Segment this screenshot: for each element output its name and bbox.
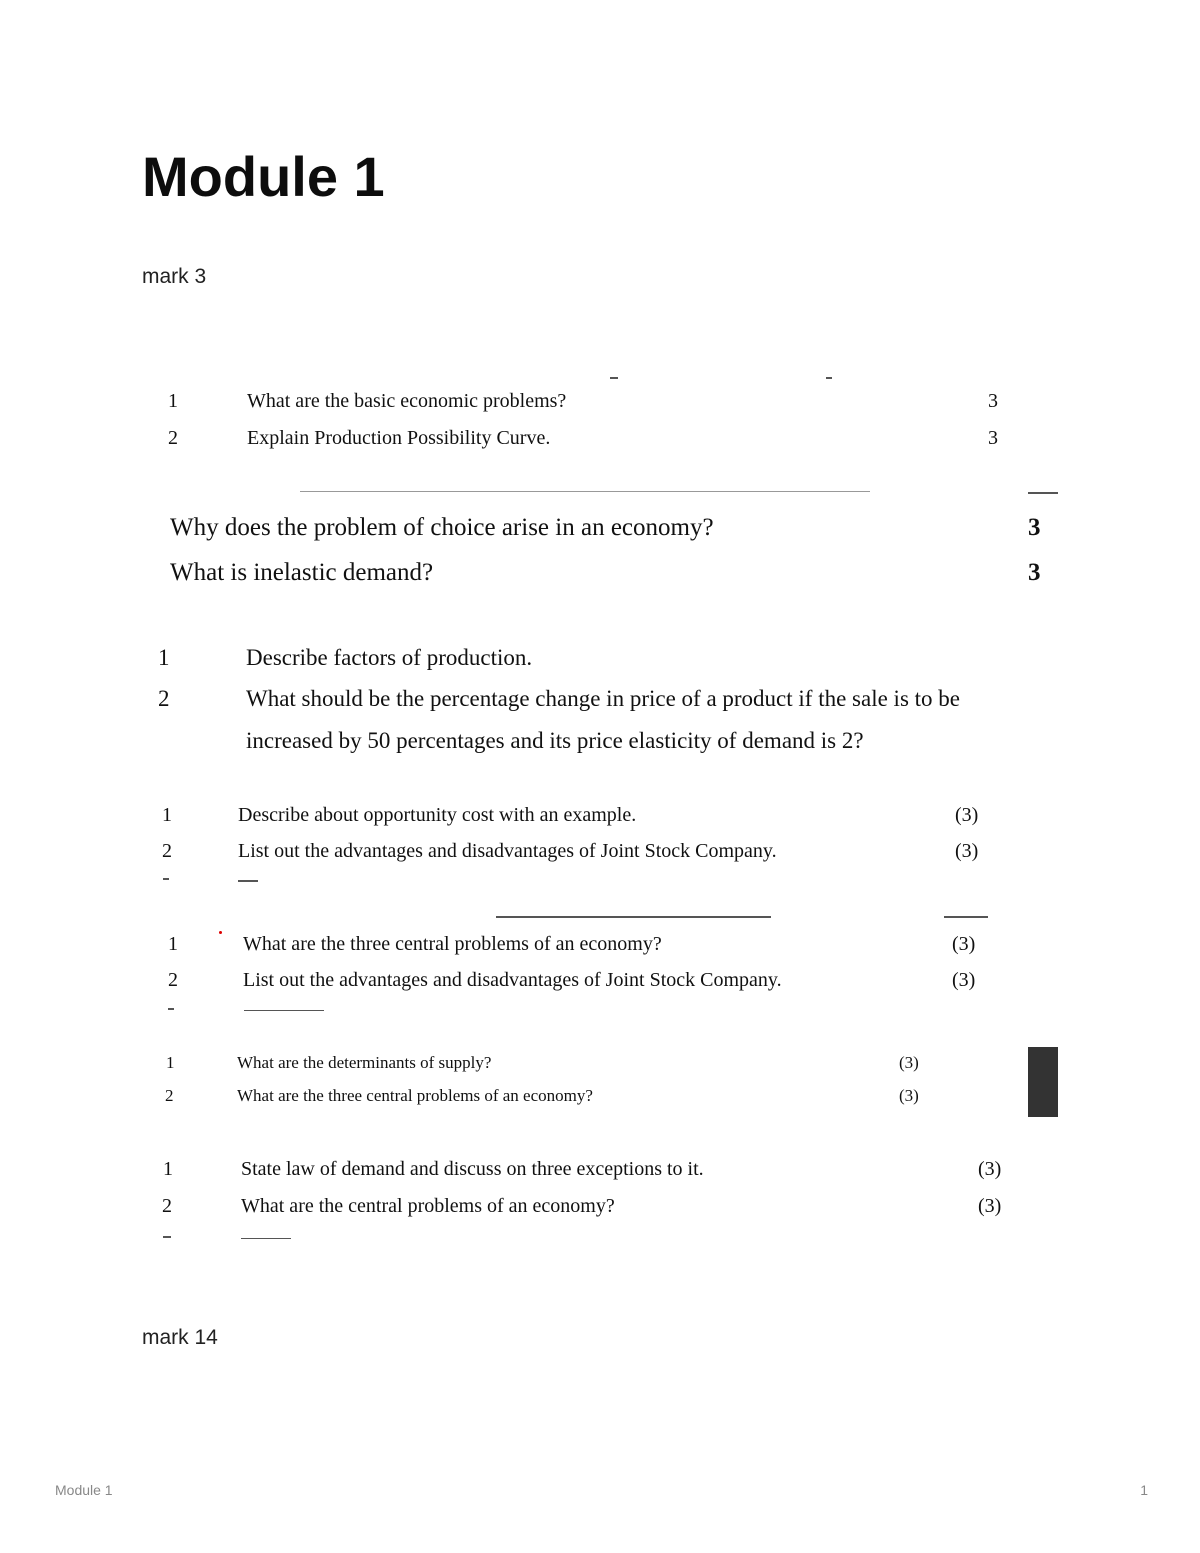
question-mark: 3 bbox=[1028, 559, 1041, 586]
question-text: What are the three central problems of an economy? bbox=[237, 1086, 593, 1105]
question-text: Describe about opportunity cost with an example. bbox=[238, 804, 637, 826]
question-number: 1 bbox=[166, 1053, 175, 1072]
question-mark: (3) bbox=[978, 1195, 1002, 1217]
section-label-mark-14: mark 14 bbox=[142, 1326, 218, 1349]
question-mark: (3) bbox=[978, 1158, 1002, 1180]
question-text: Describe factors of production. bbox=[246, 645, 533, 670]
question-text: What are the basic economic problems? bbox=[247, 390, 567, 412]
question-mark: 3 bbox=[988, 427, 998, 449]
question-mark: (3) bbox=[955, 804, 979, 826]
question-number: 1 bbox=[168, 933, 178, 955]
question-mark: (3) bbox=[955, 840, 979, 862]
question-number: 1 bbox=[163, 1158, 173, 1180]
question-number: 2 bbox=[168, 969, 178, 991]
question-number: 1 bbox=[158, 645, 170, 670]
question-text: State law of demand and discuss on three exceptions to it. bbox=[241, 1158, 704, 1180]
footer-title: Module 1 bbox=[55, 1482, 113, 1498]
question-text: List out the advantages and disadvantages of Joint Stock Company. bbox=[243, 969, 782, 991]
question-mark: (3) bbox=[952, 933, 976, 955]
question-text: Why does the problem of choice arise in an economy? bbox=[170, 514, 714, 541]
question-mark: (3) bbox=[899, 1086, 919, 1105]
question-number: 2 bbox=[168, 427, 178, 449]
page-title: Module 1 bbox=[142, 145, 385, 208]
question-text: List out the advantages and disadvantages of Joint Stock Company. bbox=[238, 840, 777, 862]
question-number: 1 bbox=[162, 804, 172, 826]
question-mark: (3) bbox=[899, 1053, 919, 1072]
question-text: What are the central problems of an economy? bbox=[241, 1195, 615, 1217]
question-number: 2 bbox=[158, 686, 170, 711]
question-text: What are the determinants of supply? bbox=[237, 1053, 492, 1072]
question-text: increased by 50 percentages and its price elasticity of demand is 2? bbox=[246, 728, 864, 753]
redaction-block bbox=[1028, 1047, 1058, 1117]
question-text: What should be the percentage change in price of a product if the sale is to be bbox=[246, 686, 960, 711]
question-text: What is inelastic demand? bbox=[170, 559, 434, 586]
question-number: 2 bbox=[165, 1086, 174, 1105]
question-number: 2 bbox=[162, 1195, 172, 1217]
section-label-mark-3: mark 3 bbox=[142, 265, 207, 288]
question-mark: (3) bbox=[952, 969, 976, 991]
footer-page-number: 1 bbox=[1140, 1482, 1148, 1498]
question-mark: 3 bbox=[988, 390, 998, 412]
question-text: What are the three central problems of an economy? bbox=[243, 933, 662, 955]
question-number: 1 bbox=[168, 390, 178, 412]
question-text: Explain Production Possibility Curve. bbox=[247, 427, 551, 449]
question-number: 2 bbox=[162, 840, 172, 862]
question-mark: 3 bbox=[1028, 514, 1041, 541]
